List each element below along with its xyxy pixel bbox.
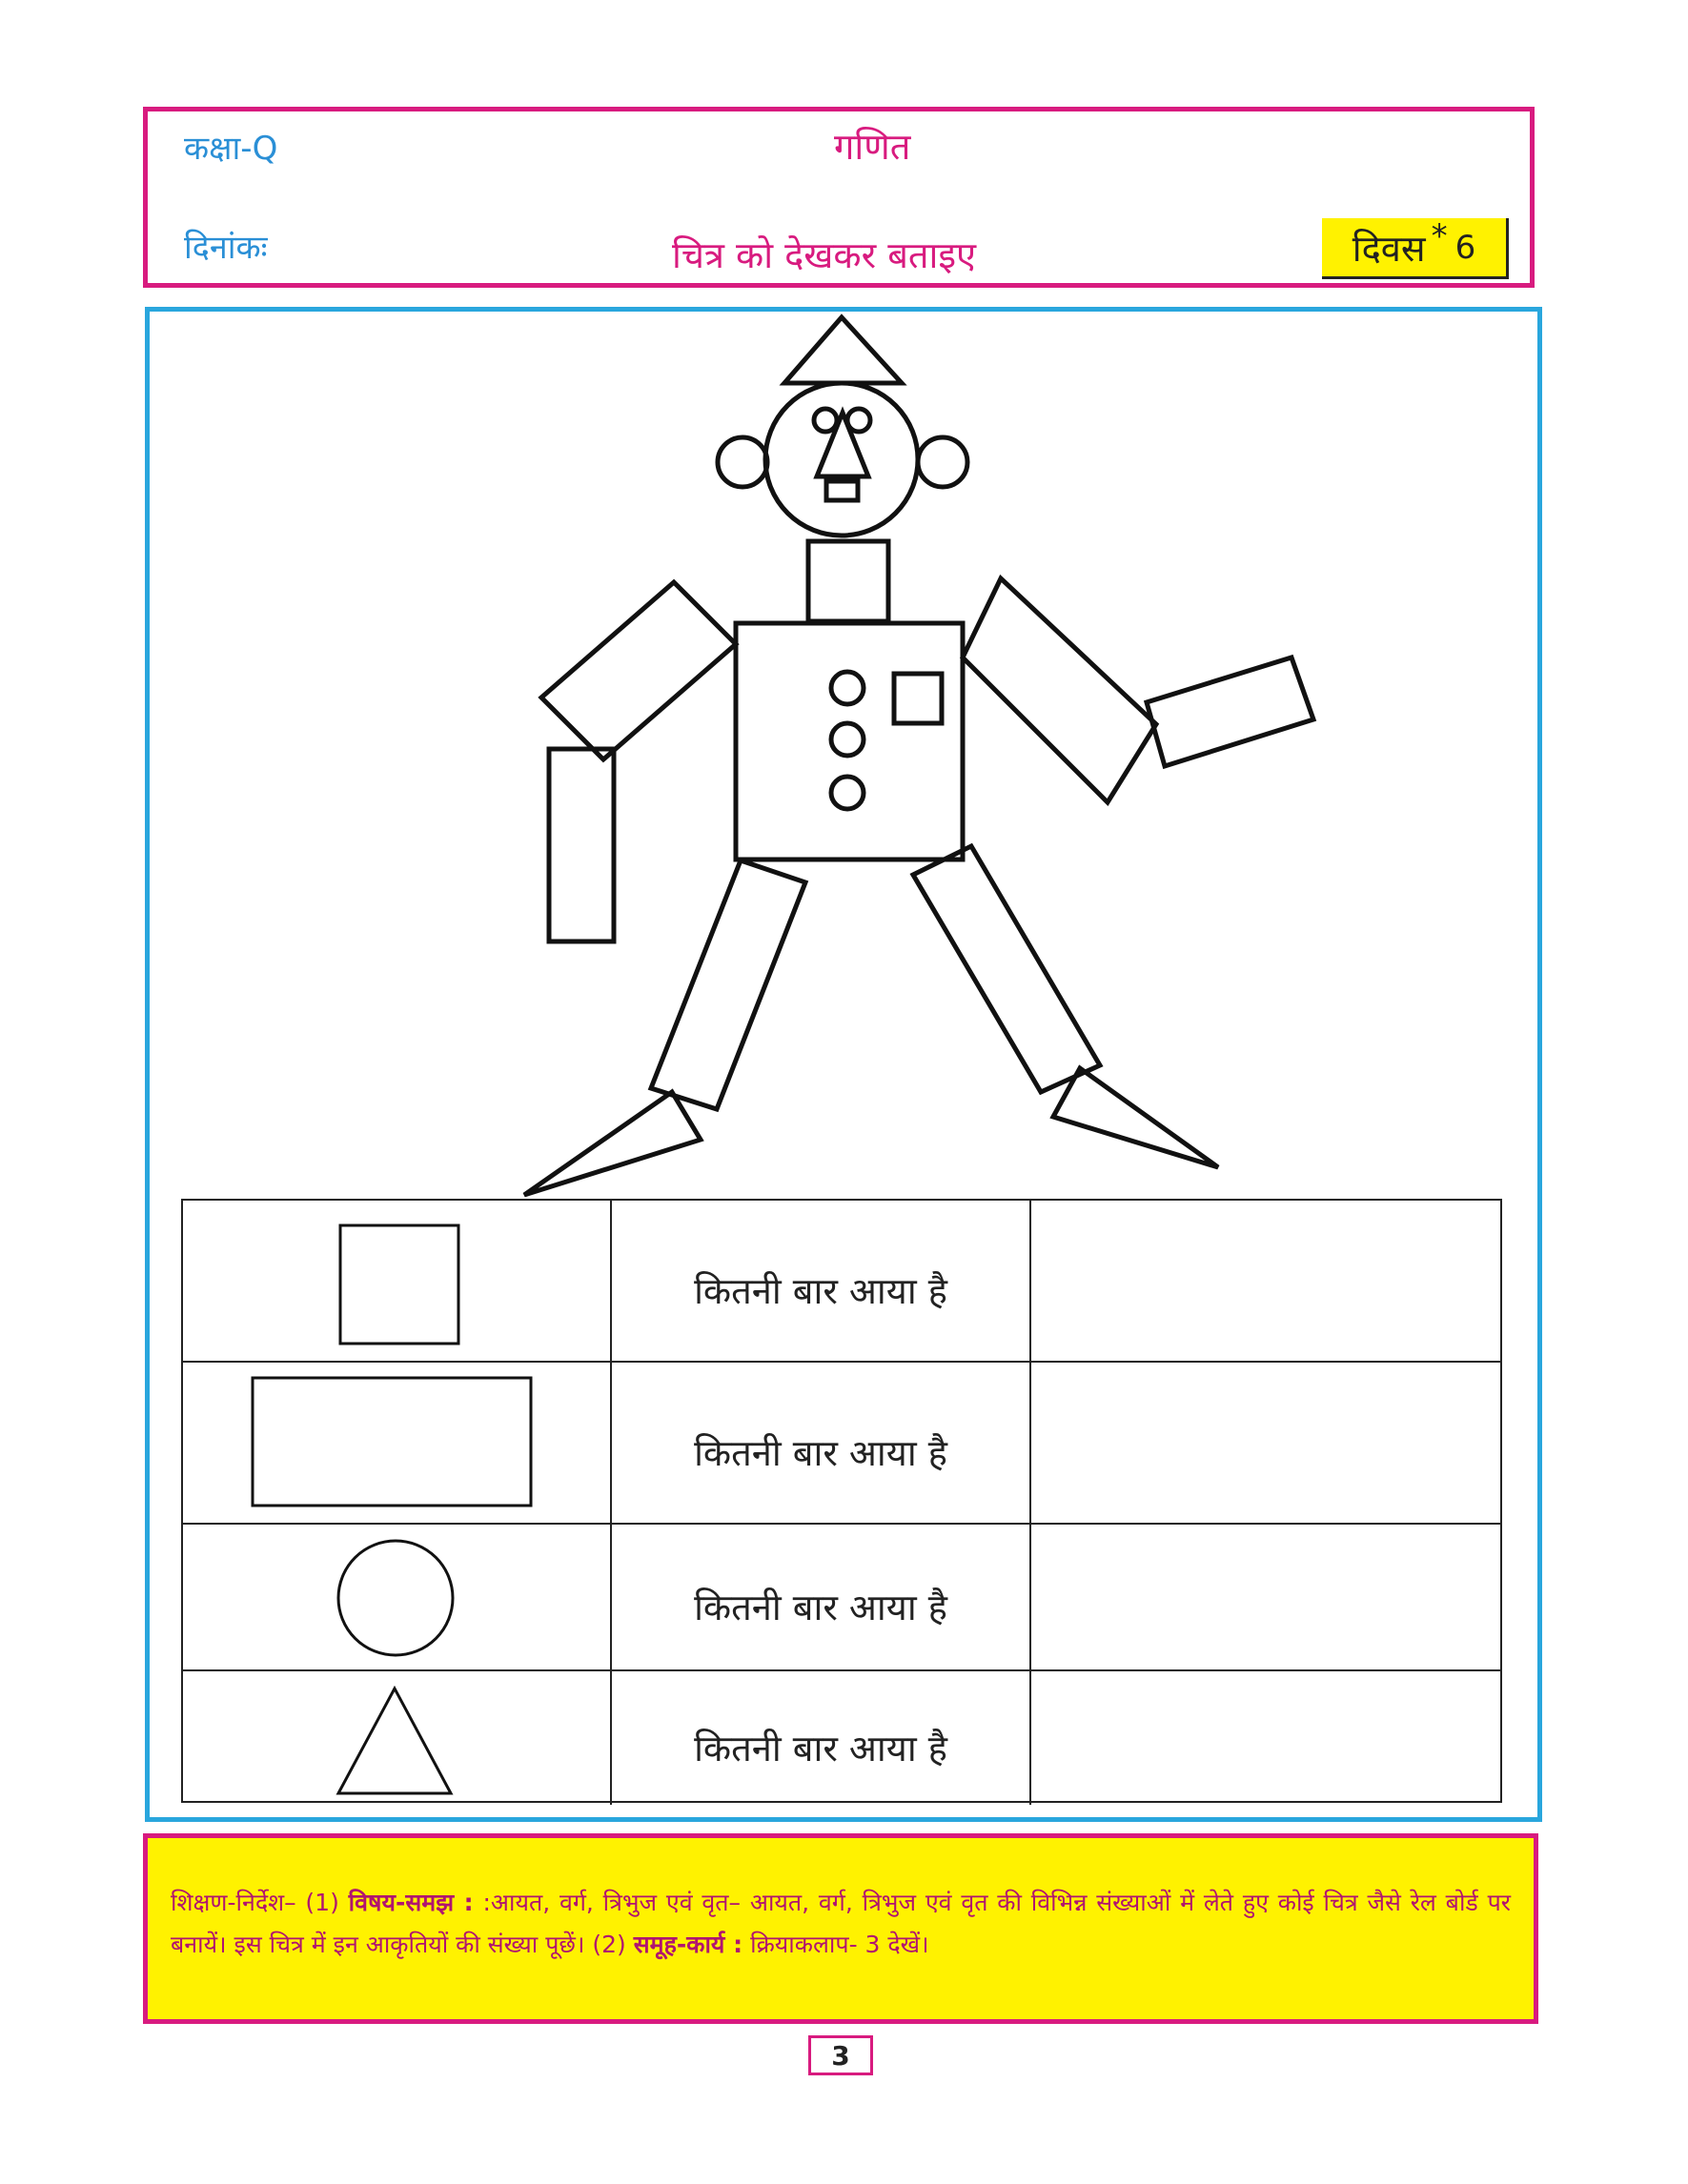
instruction-text: :आयत, वर्ग, त्रिभुज एवं वृत– आयत, वर्ग, त्रिभुज एवं वृत की विभिन्न संख्याओं में लेते हुए कोई चित्र जैसे रेल बोर्ड पर बनायें। इस चित्र में इन आकृतियों की संख्या पूछें। (2)	[171, 1889, 1512, 1958]
page-number: 3	[808, 2035, 873, 2075]
button-circle	[831, 777, 864, 809]
shape-cell	[183, 1363, 612, 1523]
worksheet-title: चित्र को देखकर बताइए	[672, 234, 977, 276]
left-eye-circle	[814, 409, 837, 432]
question-cell	[612, 1201, 1031, 1361]
group-work-label: समूह-कार्य :	[633, 1931, 743, 1958]
body-square	[736, 623, 963, 859]
shape-count-table	[181, 1199, 1502, 1803]
answer-cell[interactable]	[1031, 1671, 1500, 1805]
left-foot-triangle	[524, 1092, 701, 1195]
teaching-instructions	[143, 1833, 1538, 2024]
subject-label: गणित	[834, 126, 911, 168]
triangle-icon	[183, 1671, 612, 1805]
class-label: कक्षा-Q	[184, 130, 278, 168]
neck-square	[808, 541, 888, 621]
date-label: दिनांकः	[184, 229, 268, 267]
answer-cell[interactable]	[1031, 1201, 1500, 1361]
table-row	[183, 1201, 1500, 1363]
shape-cell	[183, 1525, 612, 1669]
question-text: कितनी बार आया है	[694, 1728, 947, 1769]
instruction-prefix: शिक्षण-निर्देश– (1)	[171, 1889, 339, 1916]
activity-text: क्रियाकलाप- 3 देखें।	[750, 1931, 929, 1958]
left-upper-arm-rectangle	[541, 582, 736, 759]
question-text: कितनी बार आया है	[694, 1270, 947, 1312]
question-text: कितनी बार आया है	[694, 1587, 947, 1628]
day-label: दिवस	[1352, 227, 1426, 270]
day-star: *	[1431, 216, 1448, 255]
hat-triangle	[784, 317, 902, 383]
right-upper-arm-rectangle	[963, 578, 1156, 802]
shape-cell	[183, 1201, 612, 1361]
topic-label: विषय-समझ :	[348, 1889, 474, 1916]
table-row	[183, 1525, 1500, 1671]
left-forearm-rectangle	[549, 749, 614, 941]
question-cell	[612, 1363, 1031, 1523]
question-text: कितनी बार आया है	[694, 1432, 947, 1474]
left-leg-rectangle	[651, 860, 805, 1109]
table-row	[183, 1363, 1500, 1525]
right-foot-triangle	[1053, 1068, 1218, 1167]
right-forearm-rectangle	[1147, 657, 1313, 766]
button-circle	[831, 723, 864, 756]
question-cell	[612, 1525, 1031, 1669]
rectangle-icon	[183, 1363, 612, 1525]
day-number: 6	[1454, 228, 1476, 267]
shape-cell	[183, 1671, 612, 1805]
pocket-square	[894, 674, 942, 723]
head-circle	[765, 383, 918, 536]
square-icon	[183, 1201, 612, 1363]
right-leg-rectangle	[913, 846, 1100, 1092]
table-row	[183, 1671, 1500, 1805]
circle-icon	[183, 1525, 612, 1671]
nose-triangle	[817, 413, 868, 476]
left-ear-circle	[718, 437, 767, 487]
right-ear-circle	[918, 437, 967, 487]
button-circle	[831, 672, 864, 704]
mouth-rectangle	[826, 481, 858, 500]
question-cell	[612, 1671, 1031, 1805]
answer-cell[interactable]	[1031, 1363, 1500, 1523]
answer-cell[interactable]	[1031, 1525, 1500, 1669]
